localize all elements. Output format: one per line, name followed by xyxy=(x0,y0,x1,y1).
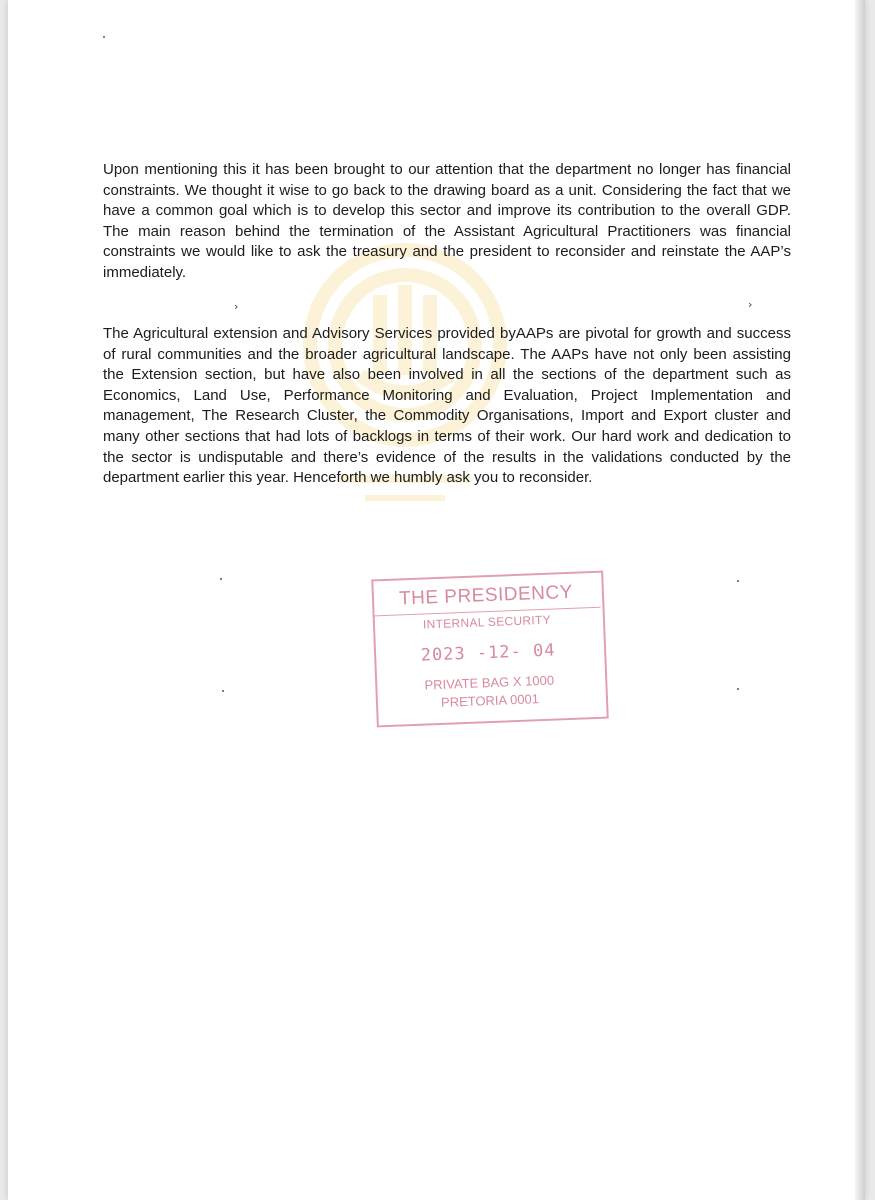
scan-speck xyxy=(220,578,222,580)
scan-speck xyxy=(103,36,105,38)
stamp-address-line-1: PRIVATE BAG X 1000 xyxy=(424,672,555,693)
body-paragraph-2: The Agricultural extension and Advisory Services provided byAAPs are pivotal for growth and success of rural communities and the broader agricultural landscape. The AAPs have not only been assisting the Extension section, but have also been involved in all the sections of the department such as Economics, Land Use, Performance Monitoring and Evaluation, Project Implementation and management, The Research Cluster, the Commodity Organisations, Import and Export cluster and many other sections that had lots of backlogs in terms of their work. Our hard work and dedication to the sector is undisputable and there’s evidence of the results in the validations conducted by the department earlier this year. Henceforth we humbly ask you to reconsider. xyxy=(103,325,791,487)
body-paragraph-1: Upon mentioning this it has been brought to our attention that the department no longer has financial constraints. We thought it wise to go back to the drawing board as a unit. Considering the fact that we have a common goal which is to develop this sector and improve its contribution to the overall GDP. The main reason behind the termination of the Assistant Agricultural Practitioners was financial constraints we would like to ask the treasury and the president to reconsider and reinstate the AAP’s immediately. xyxy=(103,161,791,281)
stamp-header: THE PRESIDENCY xyxy=(398,581,574,610)
stamp-address-line-2: PRETORIA 0001 xyxy=(440,691,540,710)
stamp-subheader: INTERNAL SECURITY xyxy=(422,612,552,632)
presidency-stamp xyxy=(371,571,609,728)
scan-speck xyxy=(737,688,739,690)
scan-speck xyxy=(222,690,224,692)
scan-mark: › xyxy=(748,298,753,311)
page-edge-shadow xyxy=(855,0,865,1200)
scan-speck xyxy=(737,580,739,582)
scan-mark: › xyxy=(234,300,239,313)
stamp-date: 2023 -12- 04 xyxy=(420,640,556,666)
